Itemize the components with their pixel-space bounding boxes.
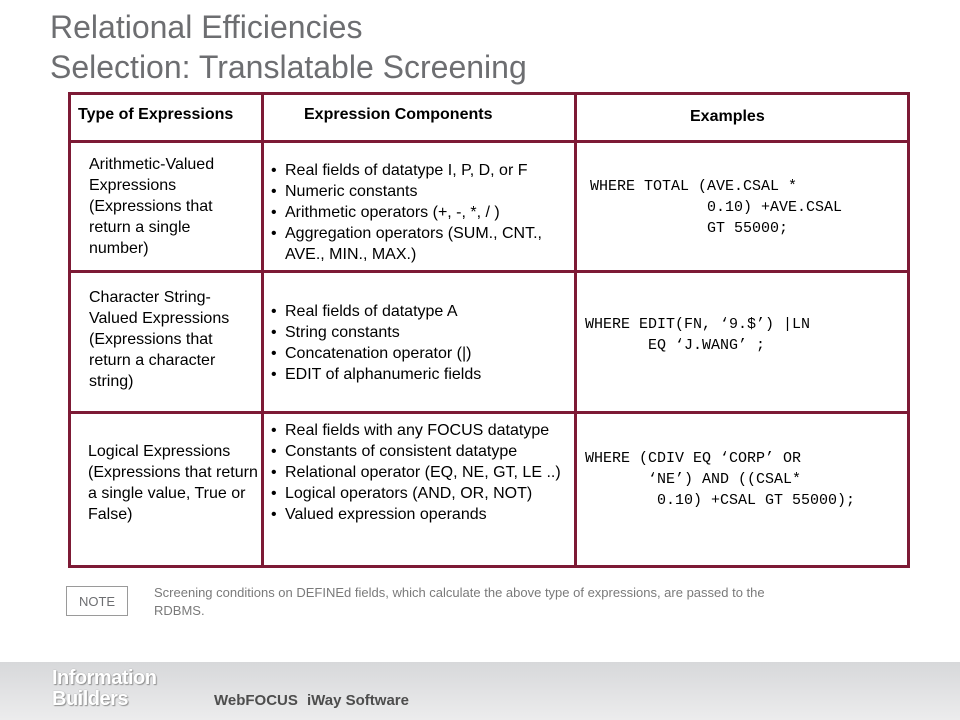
list-item: • Logical operators (AND, OR, NOT)	[271, 483, 573, 504]
row3-example: WHERE (CDIV EQ ‘CORP’ OR ‘NE’) AND ((CSAL* 0.10) +CSAL GT 55000);	[585, 450, 856, 509]
list-item: • Arithmetic operators (+, -, *, / )	[271, 202, 571, 223]
table-bottom-border	[68, 565, 910, 568]
header-examples: Examples	[690, 108, 765, 125]
row-divider-header	[68, 140, 910, 143]
row3-type	[88, 441, 260, 525]
logo-line1: Information	[52, 667, 157, 689]
list-item: • String constants	[271, 322, 571, 343]
header-type: Type of Expressions	[78, 106, 234, 123]
row3-components	[271, 420, 573, 525]
list-item: • Numeric constants	[271, 181, 571, 202]
logo-line2: Builders	[52, 688, 129, 710]
slide-subtitle: Selection: Translatable Screening	[50, 49, 527, 85]
slide-title: Relational Efficiencies	[50, 9, 363, 45]
list-item: • Aggregation operators (SUM., CNT., AVE., MIN., MAX.)	[271, 223, 571, 265]
table-top-border	[68, 92, 910, 95]
row1-type	[89, 154, 254, 259]
list-item: • Real fields of datatype A	[271, 301, 571, 322]
row2-components	[271, 301, 571, 385]
list-item: • Relational operator (EQ, NE, GT, LE ..)	[271, 462, 573, 483]
row3-type-text: Logical Expressions (Expressions that return a single value, True or False)	[88, 443, 258, 523]
row1-example: WHERE TOTAL (AVE.CSAL * 0.10) +AVE.CSAL GT 55000;	[590, 178, 843, 237]
column-divider-2	[574, 92, 577, 568]
list-item: • Real fields of datatype I, P, D, or F	[271, 160, 571, 181]
header-components: Expression Components	[304, 106, 493, 123]
row1-type-text: Arithmetic-Valued Expressions (Expressions that return a single number)	[89, 156, 215, 257]
information-builders-logo	[52, 668, 157, 710]
list-item: • EDIT of alphanumeric fields	[271, 364, 571, 385]
table-right-border	[907, 92, 910, 568]
list-item: • Valued expression operands	[271, 504, 573, 525]
row2-type	[89, 287, 254, 392]
note-text: Screening conditions on DEFINEd fields, which calculate the above type of expressions, are passed to the RDBMS.	[154, 585, 765, 618]
list-item: • Constants of consistent datatype	[271, 441, 573, 462]
row2-type-text: Character String-Valued Expressions (Expressions that return a character string)	[89, 289, 230, 390]
column-divider-1	[261, 92, 264, 568]
list-item: • Concatenation operator (|)	[271, 343, 571, 364]
row1-components	[271, 160, 571, 265]
product-webfocus: WebFOCUS	[214, 692, 298, 709]
row-divider-1	[68, 270, 910, 273]
row-divider-2	[68, 411, 910, 414]
note-label: NOTE	[66, 586, 128, 616]
table-left-border	[68, 92, 71, 568]
list-item: • Real fields with any FOCUS datatype	[271, 420, 573, 441]
product-iway: iWay Software	[307, 692, 409, 709]
row2-example: WHERE EDIT(FN, ‘9.$’) |LN EQ ‘J.WANG’ ;	[585, 316, 811, 354]
